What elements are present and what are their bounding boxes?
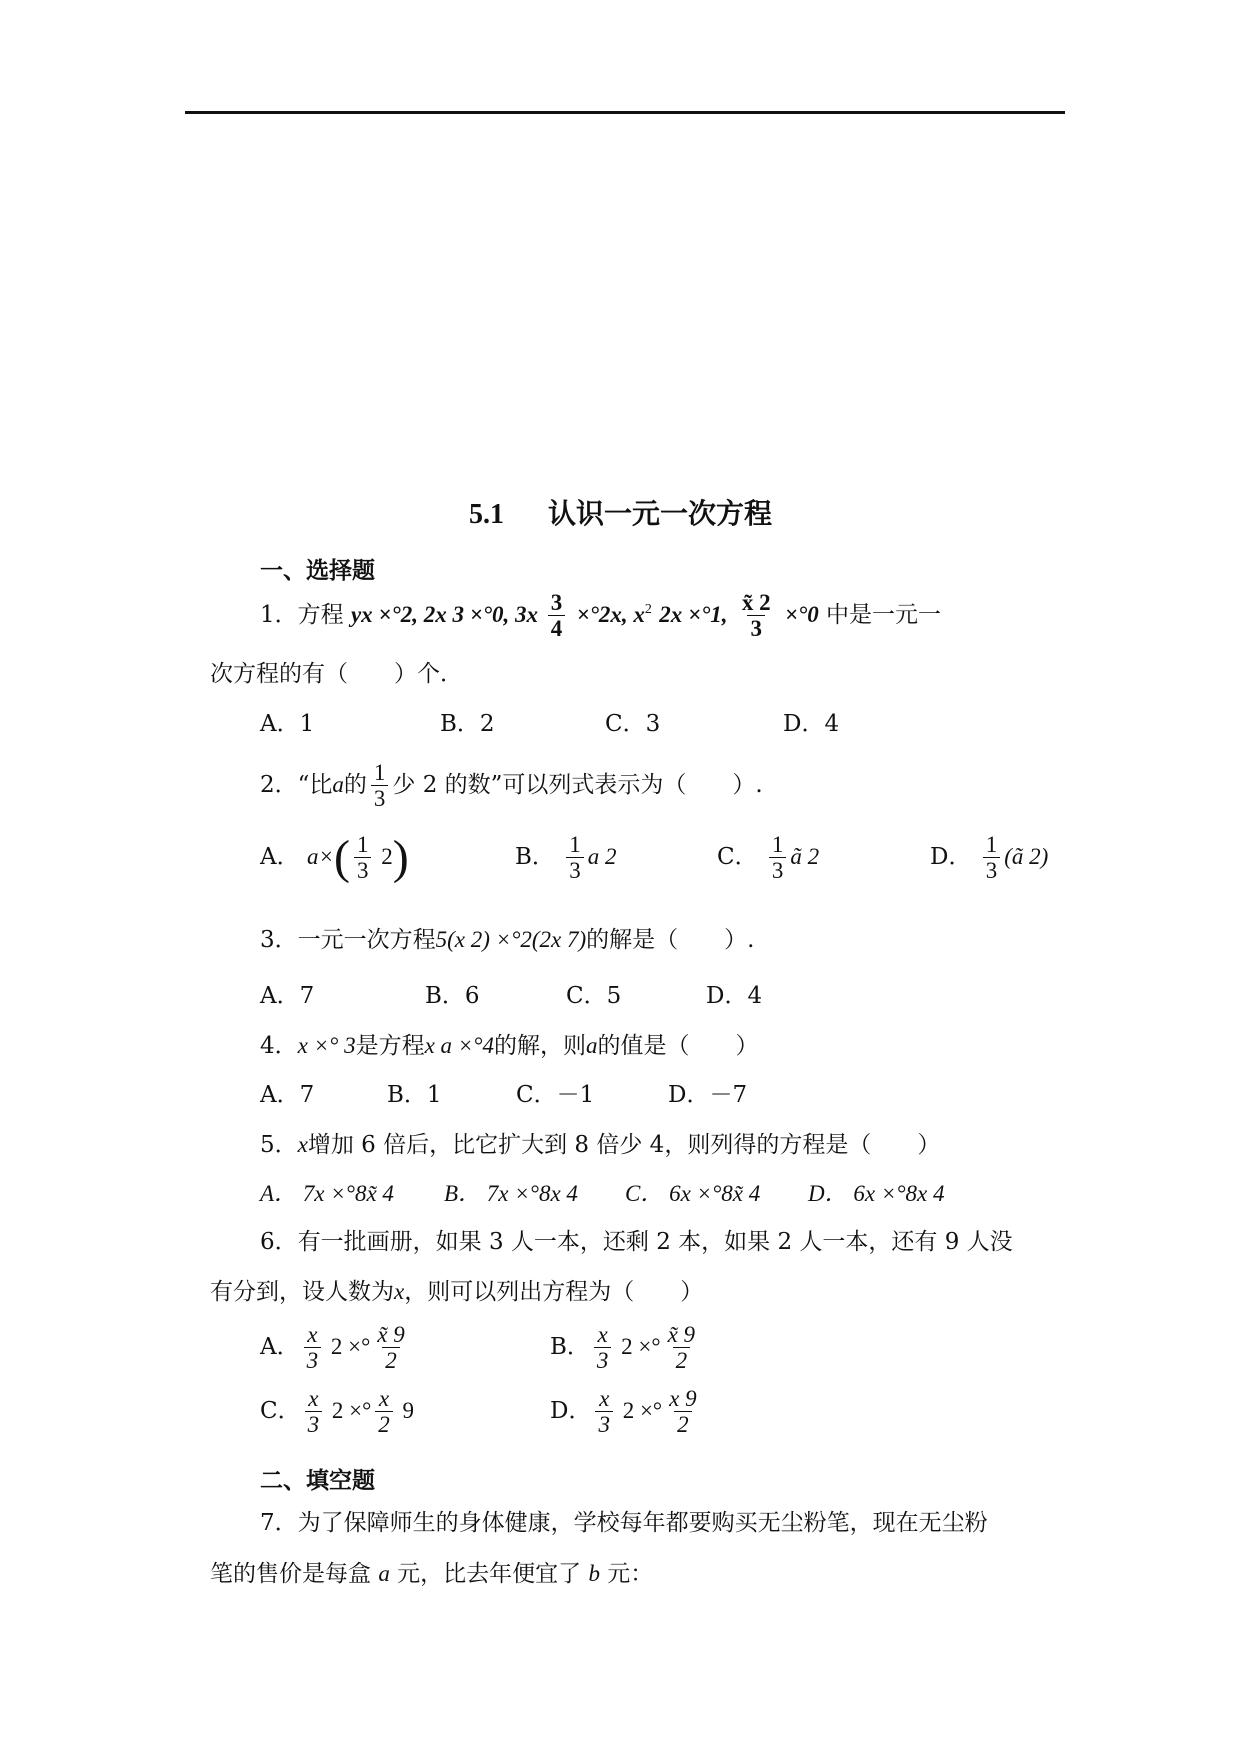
q7-var-a: a [378,1561,390,1586]
question-7-line-2 [210,1562,653,1586]
q6-a-den-2: 2 [382,1347,400,1373]
q6-option-c-label: C． [260,1397,301,1424]
q6-d-den-1: 3 [595,1411,613,1437]
q1-lead: 1．方程 [260,601,344,628]
q2-frac-numerator: 1 [373,760,386,785]
q5-option-c[interactable]: C． 6x ×°8x̃ 4 [625,1181,761,1206]
q5-option-b[interactable]: B． 7x ×°8x 4 [444,1181,578,1206]
q2-option-d-fraction [983,832,1001,884]
q2-option-d-den: 3 [983,857,1001,883]
q6-c-den-1: 3 [305,1411,323,1437]
q6-a-num-1: x [307,1322,318,1347]
q4-mid-2: 的解，则 [494,1033,587,1059]
q4-var: a [586,1033,598,1058]
q6-option-d-label: D． [550,1397,592,1424]
q4-option-c[interactable]: C．－1 [516,1082,595,1108]
q3-option-a[interactable]: A．7 [260,983,315,1009]
q2-var: a [332,771,344,797]
q6-option-b-label: B． [550,1333,590,1360]
q2-option-a-num: 1 [356,832,369,857]
q6-c-tail: 9 [396,1397,415,1423]
q6-c-num-1: x [308,1386,319,1411]
q3-tail: 的解是（ ）. [586,927,755,953]
q3-equation: 5(x 2) ×°2(2x 7) [435,927,587,952]
q6-option-a[interactable] [260,1322,412,1374]
q7-var-b: b [588,1561,600,1586]
q6-d-mid: 2 ×° [616,1397,663,1423]
q2-option-c-fraction [769,832,787,884]
q2-option-c-den: 3 [769,857,787,883]
q1-superscript: 2 [644,602,652,618]
q6-b-den-1: 3 [594,1347,612,1373]
question-5-line [260,1133,940,1157]
q7-line2-b: 元，比去年便宜了 [397,1561,582,1587]
q6-d-den-2: 2 [674,1411,692,1437]
q2-option-a-tail: 2 [375,843,393,869]
q4-lead: 4． [260,1033,298,1059]
q2-option-b[interactable] [515,832,616,884]
q6-d-num-2: x 9 [669,1386,697,1411]
q2-option-c-label: C． [717,843,758,870]
q6-c-num-2: x [378,1386,390,1411]
question-2-line [260,760,763,812]
q6-option-b[interactable] [550,1322,702,1374]
q1-equation-2: ×°2x, x [576,601,645,627]
q6-option-b-frac-2 [665,1322,698,1374]
q4-equation-2: x a ×°4 [424,1033,495,1058]
q6-option-a-label: A． [260,1333,300,1360]
q4-tail: 的值是（ ） [597,1033,759,1059]
question-7-line-1: 7．为了保障师生的身体健康，学校每年都要购买无尘粉笔，现在无尘粉 [260,1510,988,1536]
q4-option-d[interactable]: D．－7 [668,1082,748,1108]
q1-frac-denominator: 4 [548,615,566,641]
q6-c-mid: 2 ×° [326,1397,372,1423]
section-heading-fill: 二、填空题 [260,1467,375,1494]
q6-a-mid: 2 ×° [325,1333,371,1359]
q6-option-a-frac-2 [374,1322,407,1374]
q6-a-num-2: x̃ 9 [377,1322,405,1347]
q3-lead: 3．一元一次方程 [260,927,436,953]
question-1-line-2: 次方程的有（ ）个． [210,661,463,687]
q1-option-b[interactable]: B．2 [440,711,495,737]
q5-var: x [297,1132,308,1157]
section-number: 5.1 [468,499,504,530]
header-rule [185,111,1065,114]
q6-b-num-2: x̃ 9 [667,1322,696,1347]
q5-option-a[interactable]: A． 7x ×°8x̃ 4 [260,1181,394,1206]
q6-option-d-frac-2 [666,1386,699,1438]
q2-option-d-label: D． [930,843,972,870]
q4-equation: x ×° 3 [297,1033,356,1058]
q2-option-b-label: B． [515,843,555,870]
q2-option-d[interactable] [930,832,1048,884]
q2-frac-denominator: 3 [371,785,389,811]
q6-option-c-frac-2 [375,1386,393,1438]
q1-tail: 中是一元一 [826,601,942,628]
q2-option-a[interactable] [260,832,409,884]
section-title-text: 认识一元一次方程 [547,497,772,530]
q1-option-a[interactable]: A．1 [260,711,315,737]
q2-option-c-num: 1 [771,832,784,857]
q2-tail: 少 2 的数”可以列式表示为（ ）. [392,771,763,798]
question-3-line [260,928,754,952]
q1-fraction-1 [548,590,566,642]
q2-option-c[interactable] [717,832,819,884]
q2-option-c-tail: ã 2 [790,843,820,869]
q6-line2-a: 有分到，设人数为 [210,1279,394,1305]
q1-frac2-numerator: x̃ 2 [741,590,771,615]
q3-option-b[interactable]: B．6 [425,983,480,1009]
question-4-line [260,1034,759,1058]
q5-tail: 增加 6 倍后，比它扩大到 8 倍少 4，则列得的方程是（ ） [307,1132,941,1158]
q2-fraction [371,760,389,812]
q5-option-d[interactable]: D． 6x ×°8x 4 [808,1181,945,1206]
q2-option-b-tail: a 2 [587,843,617,869]
q6-a-den-1: 3 [304,1347,322,1373]
q2-option-d-num: 1 [985,832,998,857]
question-6-line-1: 6．有一批画册，如果 3 人一本，还剩 2 本，如果 2 人一本，还有 9 人没 [260,1229,1013,1255]
q6-option-d[interactable] [550,1386,704,1438]
q6-b-num-1: x [597,1322,608,1347]
q1-option-c[interactable]: C．3 [605,711,661,737]
q1-equation-1: yx ×°2, 2x 3 ×°0, 3x [350,601,544,627]
q4-mid: 是方程 [355,1033,425,1059]
q7-line2-c: 元： [607,1561,654,1587]
q4-option-a[interactable]: A．7 [260,1082,315,1108]
q2-option-a-fraction [354,832,372,884]
q6-b-mid: 2 ×° [615,1333,661,1359]
q1-fraction-2 [739,590,774,642]
q2-mid: 的 [343,771,367,798]
q2-lead: 2．“比 [260,771,333,798]
q2-option-a-den: 3 [354,857,372,883]
q2-option-a-label: A． [260,843,300,870]
q6-option-c[interactable] [260,1386,414,1438]
q1-equation-3: 2x ×°1, [659,601,728,627]
q5-lead: 5． [260,1132,298,1158]
q2-left-paren-icon: ( [333,830,350,884]
q6-c-den-2: 2 [375,1411,393,1437]
q6-option-c-frac-1 [305,1386,323,1438]
q6-option-a-frac-1 [304,1322,322,1374]
q6-option-d-frac-1 [595,1386,613,1438]
page-title [0,492,1241,532]
q6-var: x [394,1279,405,1304]
q2-option-d-tail: (ã 2) [1004,843,1049,869]
q2-option-a-expr: a× [306,843,334,869]
question-1-line-1 [260,590,941,642]
q7-line2-a: 笔的售价是每盒 [210,1561,371,1587]
q2-option-b-den: 3 [566,857,584,883]
q2-right-paren-icon: ) [392,830,409,884]
q4-option-b[interactable]: B．1 [387,1082,442,1108]
q3-option-c[interactable]: C．5 [566,983,622,1009]
q3-option-d[interactable]: D．4 [706,983,763,1009]
q6-option-b-frac-1 [594,1322,612,1374]
question-6-line-2 [210,1280,703,1304]
q6-line2-b: ，则可以列出方程为（ ） [404,1279,704,1305]
q1-equation-4: ×°0 [784,601,819,627]
q2-option-b-fraction [566,832,584,884]
q2-option-b-num: 1 [569,832,581,857]
q1-option-d[interactable]: D．4 [783,711,840,737]
q6-d-num-1: x [599,1386,610,1411]
q1-frac-numerator: 3 [550,590,563,615]
q1-frac2-denominator: 3 [747,615,765,641]
q6-b-den-2: 2 [673,1347,691,1373]
section-heading-choice: 一、选择题 [260,557,375,584]
